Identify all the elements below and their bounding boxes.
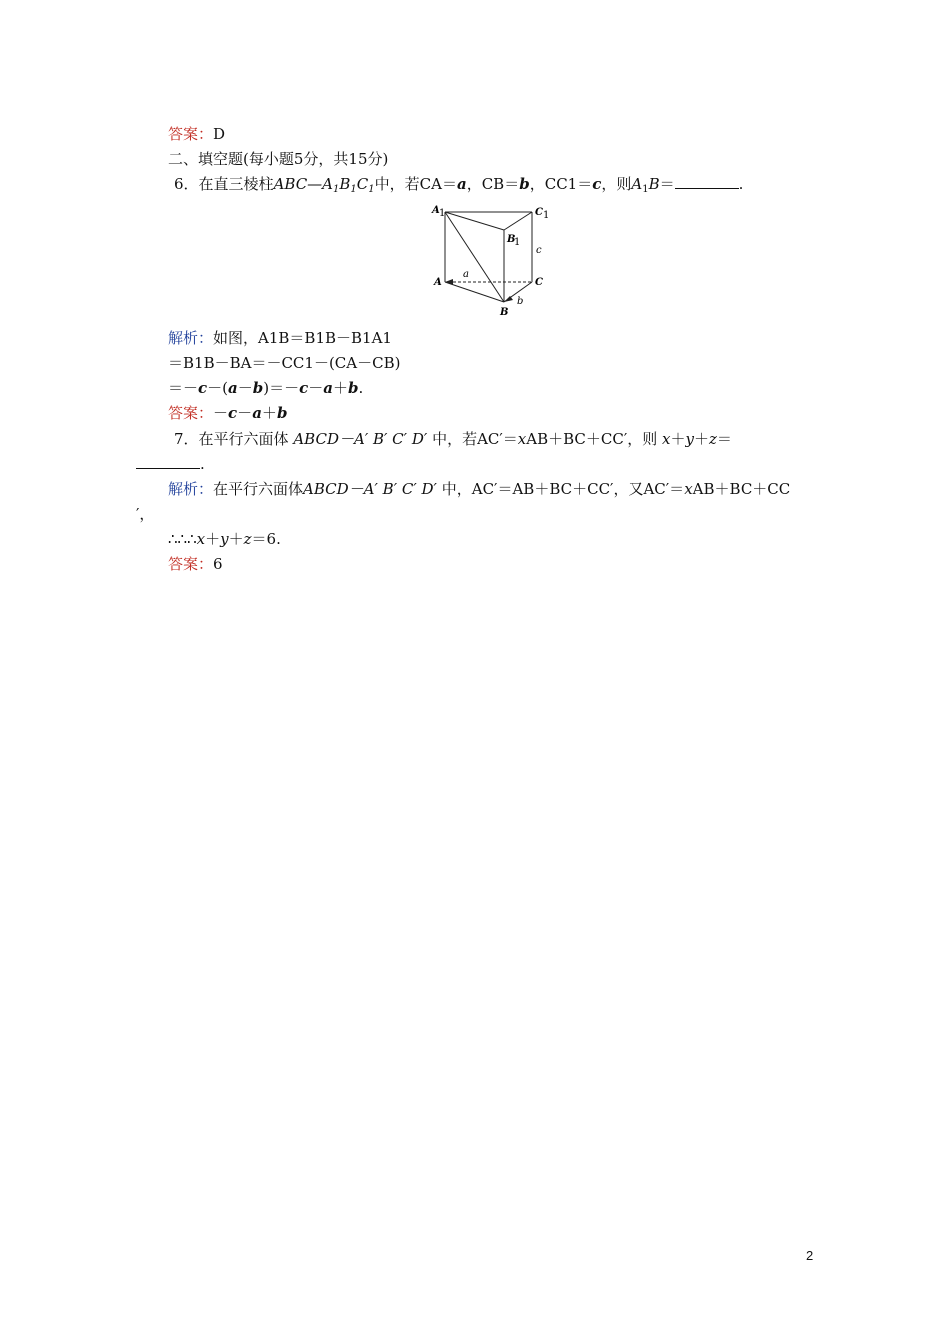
answer-7 bbox=[168, 554, 223, 574]
solution-text: 中，AC′＝AB＋BC＋CC′，又AC′＝ bbox=[441, 480, 685, 498]
solution-text: AB＋BC＋CC bbox=[692, 480, 791, 498]
solution-text: ′， bbox=[136, 505, 155, 523]
label-b1: B bbox=[507, 234, 516, 245]
section-title: 二、填空题(每小题5分，共15分) bbox=[168, 150, 389, 168]
solution-text: ＋ bbox=[333, 379, 349, 397]
vector-a: a bbox=[323, 379, 334, 397]
plus-sign: ＋ bbox=[670, 430, 686, 448]
label-b: B bbox=[500, 307, 509, 318]
plus-sign: ＋ bbox=[228, 530, 244, 548]
prism-name: ABC—A bbox=[273, 175, 334, 193]
solution-text: ＝6. bbox=[251, 530, 281, 548]
solution-text: ＝－ bbox=[168, 379, 199, 397]
solution-label: 解析： bbox=[168, 480, 214, 498]
equals-sign: ＝ bbox=[716, 430, 732, 448]
answer-text: － bbox=[237, 404, 253, 422]
solution-text: ＝B1B－BA＝－CC1－(CA－CB) bbox=[168, 354, 401, 372]
solution-7-line1 bbox=[168, 479, 790, 499]
vector-c: c bbox=[198, 379, 208, 397]
answer-value: D bbox=[213, 125, 226, 143]
variable-x: x bbox=[684, 480, 693, 498]
prism-figure bbox=[428, 200, 558, 320]
vector-b: b bbox=[252, 379, 264, 397]
answer-text: ＋ bbox=[261, 404, 277, 422]
answer-5 bbox=[168, 124, 225, 144]
question-text: AB＋BC＋CC′，则 bbox=[526, 430, 658, 448]
variable-x: x bbox=[196, 530, 206, 548]
answer-value: 6 bbox=[213, 555, 223, 573]
question-text: 中，若CA＝ bbox=[374, 175, 457, 193]
question-6 bbox=[174, 174, 743, 200]
vector-c: c bbox=[299, 379, 309, 397]
variable-y: y bbox=[685, 430, 694, 448]
solid-name: ABCD－A′ B′ C′ D′ bbox=[293, 430, 428, 448]
label-vec-a: a bbox=[463, 269, 469, 280]
answer-label: 答案： bbox=[168, 404, 214, 422]
question-text: 在平行六面体 bbox=[198, 430, 289, 448]
solution-6-line3 bbox=[168, 378, 363, 398]
equals-sign: ＝ bbox=[659, 175, 675, 193]
solid-name: ABCD－A′ B′ C′ D′ bbox=[303, 480, 437, 498]
edge-a1-b1 bbox=[445, 212, 504, 230]
solution-7-line2 bbox=[136, 504, 154, 524]
solution-text: － bbox=[308, 379, 324, 397]
solution-label: 解析： bbox=[168, 329, 214, 347]
section-heading bbox=[168, 149, 388, 169]
question-text: 中，若AC′＝ bbox=[432, 430, 518, 448]
variable-x: x bbox=[662, 430, 671, 448]
label-b1-sub: 1 bbox=[514, 237, 521, 248]
variable-z: z bbox=[709, 430, 717, 448]
vector-b: b bbox=[348, 379, 359, 397]
subscript: 1 bbox=[333, 184, 340, 195]
point-label: B bbox=[648, 175, 660, 193]
edge-a-b bbox=[445, 282, 504, 302]
page-number: 2 bbox=[806, 1248, 814, 1263]
diagonal-a1-b bbox=[445, 212, 504, 302]
label-c1-sub: 1 bbox=[543, 210, 550, 221]
solution-6-line2 bbox=[168, 353, 400, 373]
question-7 bbox=[174, 429, 732, 449]
label-a1: A bbox=[432, 205, 440, 216]
answer-label: 答案： bbox=[168, 125, 214, 143]
answer-label: 答案： bbox=[168, 555, 214, 573]
vector-b: b bbox=[276, 404, 288, 422]
plus-sign: ＋ bbox=[694, 430, 710, 448]
answer-6 bbox=[168, 403, 287, 423]
point-label: A bbox=[631, 175, 643, 193]
question-text: ，CC1＝ bbox=[529, 175, 593, 193]
solution-text: 在平行六面体 bbox=[213, 480, 304, 498]
solution-6-line1 bbox=[168, 328, 392, 348]
subscript: 1 bbox=[642, 184, 649, 195]
vector-a: a bbox=[456, 175, 467, 193]
period: . bbox=[200, 455, 205, 473]
label-a: A bbox=[434, 277, 442, 288]
prism-name: C bbox=[356, 175, 369, 193]
answer-blank bbox=[136, 454, 200, 469]
question-7-blank-line bbox=[136, 454, 205, 474]
answer-blank bbox=[675, 174, 739, 189]
vector-a: a bbox=[228, 379, 238, 397]
arrow-head-a bbox=[445, 279, 453, 285]
question-text: 在直三棱柱 bbox=[198, 175, 274, 193]
therefore-sign: ∴∴∴ bbox=[168, 530, 197, 548]
label-a1-sub: 1 bbox=[439, 208, 446, 219]
edge-b1-c1 bbox=[504, 212, 532, 230]
variable-z: z bbox=[243, 530, 252, 548]
solution-text: . bbox=[358, 379, 364, 397]
solution-text: －( bbox=[207, 379, 229, 397]
question-text: ，CB＝ bbox=[466, 175, 520, 193]
variable-x: x bbox=[517, 430, 527, 448]
variable-y: y bbox=[220, 530, 229, 548]
question-number: 6． bbox=[174, 175, 199, 193]
period: . bbox=[738, 175, 744, 193]
label-c: c bbox=[536, 245, 542, 256]
solution-text: 如图，A1B＝B1B－B1A1 bbox=[213, 329, 392, 347]
question-number: 7． bbox=[174, 430, 199, 448]
vector-b: b bbox=[519, 175, 530, 193]
label-c1: C bbox=[535, 207, 543, 218]
vector-c: c bbox=[592, 175, 602, 193]
vector-c: c bbox=[228, 404, 238, 422]
solution-text: )＝－ bbox=[263, 379, 300, 397]
vector-a: a bbox=[252, 404, 262, 422]
question-text: ，则 bbox=[601, 175, 632, 193]
label-vec-b: b bbox=[517, 296, 524, 307]
subscript: 1 bbox=[368, 184, 375, 195]
solution-7-line3 bbox=[168, 529, 281, 549]
answer-text: － bbox=[213, 404, 229, 422]
plus-sign: ＋ bbox=[205, 530, 221, 548]
subscript: 1 bbox=[350, 184, 357, 195]
solution-text: － bbox=[237, 379, 253, 397]
prism-name: B bbox=[339, 175, 351, 193]
label-c-point: C bbox=[535, 277, 543, 288]
